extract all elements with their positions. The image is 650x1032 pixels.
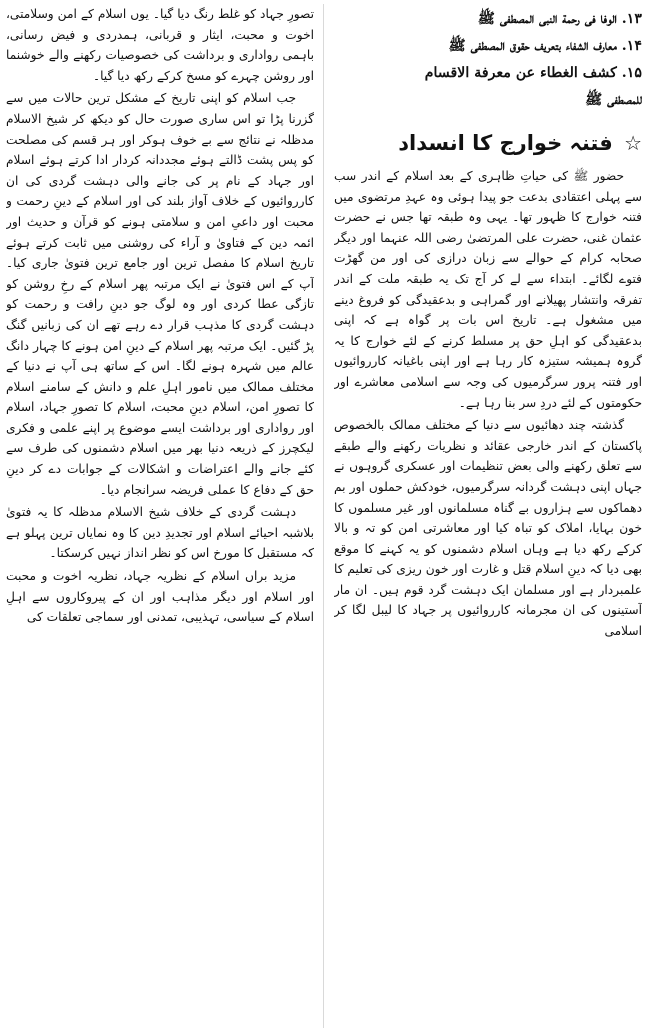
body-paragraph: مزید براں اسلام کے نظریہ جہاد، نظریہ اخوت و محبت اور اسلام اور دیگر مذاہب اور ان کے پیروکاروں سے اہلِ اسلام کے سیاسی، تہذیبی، تمدنی اور سماجی تعلقات کی [6, 569, 314, 625]
book-list-item: ۱۴. معارف الشفاء بتعریف حقوق المصطفی ﷺ [448, 38, 642, 54]
book-list-item: ۱۳. الوفا فی رحمة النبی المصطفی ﷺ [477, 11, 642, 27]
book-list-item: ۱۵. کشف الغطاء عن معرفة الاقسام [424, 65, 642, 81]
section-heading [334, 126, 642, 160]
body-paragraph: دہشت گردی کے خلاف شیخ الاسلام مدظلہ کا یہ فتویٰ بلاشبہ احیائے اسلام اور تجدیدِ دین کا وہ نمایاں ترین پہلو ہے کہ مستقبل کا مورخ اس کو نظر انداز نہیں کرسکتا۔ [6, 505, 314, 561]
book-list-item: للمصطفی ﷺ [585, 92, 642, 108]
left-column [6, 0, 314, 1032]
section-heading-text: فتنہ خوارج کا انسداد [398, 131, 613, 155]
body-paragraph: جب اسلام کو اپنی تاریخ کے مشکل ترین حالات میں سے گزرنا پڑا تو اس ساری صورت حال کو دیکھ کر شیخ الاسلام مدظلہ نے نتائج سے بے خوف ہوکر اور ہر قسم کی مصلحت کو پس پشت ڈالتے ہوئے مجددانہ کردار ادا کرتے ہوئے اسلام اور جہاد کے نام پر کی جانے والی دہشت گردی کی ان کارروائیوں کے خلاف آواز بلند کی اور اسلام کے دینِ رحمت و محبت اور داعیِ امن و سلامتی ہونے کو قرآن و حدیث اور ائمہ دین کے فتاویٰ و آراء کی روشنی میں ثابت کرتے ہوئے تاریخ اسلام کا مفصل ترین اور جامع ترین فتویٰ جاری کیا۔ آپ کے اس فتویٰ نے ایک مرتبہ پھر اسلام کے رخِ روشن کو تازگی عطا کردی اور وہ لوگ جو دینِ رافت و رحمت کو دہشت گردی کا مذہب قرار دے رہے تھے ان کی زبانیں گنگ پڑ گئیں۔ ایک مرتبہ پھر اسلام کے دینِ امن ہونے کا چہار دانگ عالم میں شہرہ ہونے لگا۔ اس کے ساتھ ہی آپ نے دنیا کے مختلف ممالک میں نامور اہلِ علم و دانش کے سامنے اسلام کا تصورِ امن، اسلام دینِ محبت، اسلام کا تصورِ جہاد، اسلام اور رواداری اور برداشت ایسے موضوع پر اپنے علمی و فکری لیکچرز کے ذریعہ دنیا بھر میں اسلام دشمنوں کی طرف سے کئے جانے والے اعتراضات و اشکالات کے جوابات دے کر دینِ حق کے دفاع کا عملی فریضہ سرانجام دیا۔ [6, 91, 314, 497]
column-divider [323, 4, 324, 1028]
body-paragraph: گذشتہ چند دھائیوں سے دنیا کے مختلف ممالک بالخصوص پاکستان کے اندر خارجی عقائد و نظریات رکھنے والے طبقے سے تعلق رکھنے والی بعض تنظیمات اور عسکری گروہوں نے جہاں اپنی دہشت گردانہ سرگرمیوں، خودکش حملوں اور بم دھماکوں سے ہزاروں بے گناہ مسلمانوں اور غیر مسلموں کا خون بہایا، املاک کو تباہ کیا اور معاشرتی امن کو تہ و بالا کرکے رکھ دیا ہے وہاں اسلام دشمنوں کو یہ کہنے کا موقع بھی دیا کہ دینِ اسلام قتل و غارت اور خون ریزی کی تعلیم کا علمبردار ہے اور مسلمان ایک دہشت گرد قوم ہیں۔ ان مار آستینوں کی ان مجرمانہ کارروائیوں پر جہاد کا لیبل لگا کر اسلامی [334, 418, 642, 639]
right-column [334, 0, 642, 1032]
body-paragraph: حضور ﷺ کی حیاتِ ظاہری کے بعد اسلام کے اندر سب سے پہلی اعتقادی بدعت جو پیدا ہوئی وہ عہدِ مرتضوی میں فتنہ خوارج کا ظہور تھا۔ یہی وہ طبقہ تھا جس نے حضرت عثمان غنی، حضرت علی المرتضیٰ رضی اللہ عنہما اور دیگر صحابہ کرام کے حوالے سے زبان درازی کی اور من گھڑت فتوے لگائے۔ ابتداء سے لے کر آج تک یہ طبقہ ملت کے اندر تفرقہ وانتشار پھیلانے اور گمراہی و بدعقیدگی کو فروغ دینے میں مشغول ہے۔ تاریخ اس بات پر گواہ ہے کہ اپنی بدعقیدگی کو اہلِ حق پر مسلط کرنے کے لئے خوارج کا یہ گروہ ہمیشہ ستیزہ کار رہا ہے اور اپنی باغیانہ کارروائیوں اور فتنہ پرور سرگرمیوں کی وجہ سے اسلامی معاشرے اور حکومتوں کے لئے دردِ سر بنا رہا ہے۔ [334, 169, 642, 410]
body-paragraph: تصورِ جہاد کو غلط رنگ دیا گیا۔ یوں اسلام کے امن وسلامتی، اخوت و محبت، ایثار و قربانی، ہمدردی و فیض رسانی، باہمی رواداری و برداشت کی خصوصیات رکھنے والے خوشنما اور روشن چہرے کو مسخ کرکے رکھ دیا گیا۔ [6, 7, 314, 83]
star-icon: ☆ [624, 131, 642, 155]
